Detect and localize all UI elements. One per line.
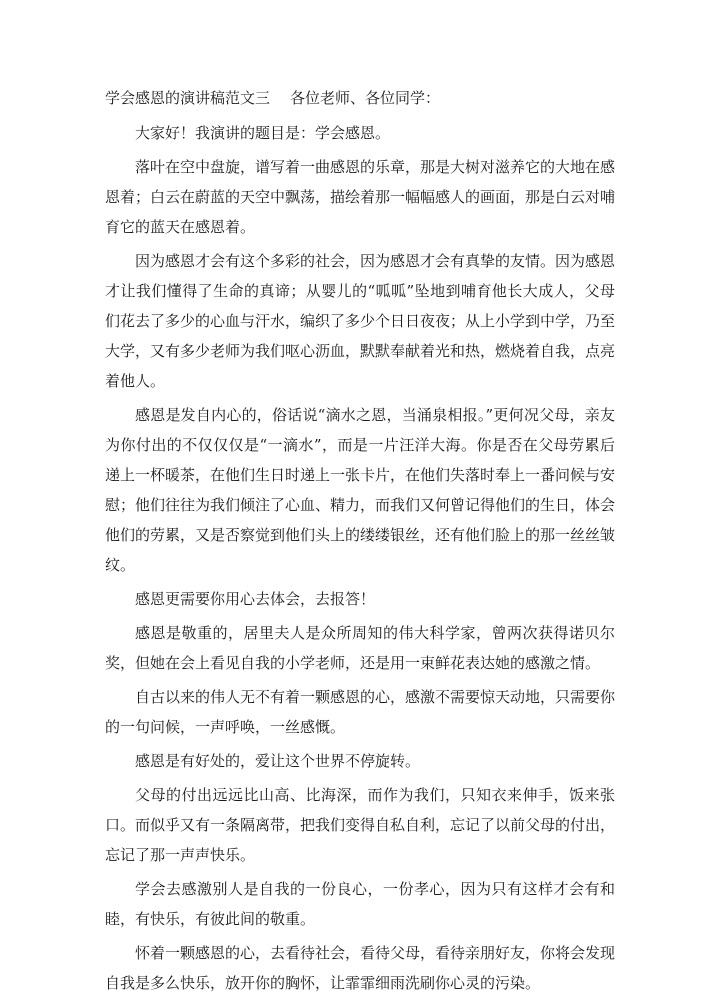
paragraph-4: 感恩是发自内心的，俗话说“滴水之恩，当涌泉相报。”更何况父母，亲友为你付出的不仅仅仅是“一滴水”，而是一片汪洋大海。你是否在父母劳累后递上一杯暖茶，在他们生日时递上一张卡片，在他们失落时奉上一番问候与安慰；他们往往为我们倾注了心血、精力，而我们又何曾记得他们的生日，体会他们的劳累，又是否察觉到他们头上的缕缕银丝，还有他们脸上的那一丝丝皱纹。 bbox=[105, 406, 616, 574]
paragraph-6: 感恩是敬重的，居里夫人是众所周知的伟大科学家，曾两次获得诺贝尔奖，但她在会上看见自我的小学老师，还是用一束鲜花表达她的感激之情。 bbox=[105, 624, 615, 672]
paragraph-7: 自古以来的伟人无不有着一颗感恩的心，感激不需要惊天动地，只需要你的一句问候，一声呼唤，一丝感慨。 bbox=[105, 688, 616, 736]
paragraph-11: 怀着一颗感恩的心，去看待社会，看待父母，看待亲朋好友，你将会发现自我是多么快乐，放开你的胸怀，让霏霏细雨洗刷你心灵的污染。 bbox=[105, 944, 616, 992]
header-line bbox=[105, 88, 440, 108]
document-title: 学会感恩的演讲稿范文三 bbox=[105, 89, 271, 107]
paragraph-3: 因为感恩才会有这个多彩的社会，因为感恩才会有真挚的友情。因为感恩才让我们懂得了生命的真谛；从婴儿的“呱呱”坠地到哺育他长大成人，父母们花去了多少的心血与汗水，编织了多少个日日夜夜；从上小学到中学，乃至大学，又有多少老师为我们呕心沥血，默默奉献着光和热，燃烧着自我，点亮着他人。 bbox=[105, 252, 616, 390]
greeting: 各位老师、各位同学： bbox=[290, 89, 441, 107]
document-body bbox=[105, 118, 615, 1002]
paragraph-9: 父母的付出远远比山高、比海深，而作为我们，只知衣来伸手，饭来张口。而似乎又有一条隔离带，把我们变得自私自利，忘记了以前父母的付出，忘记了那一声声快乐。 bbox=[105, 786, 616, 864]
paragraph-1: 大家好！我演讲的题目是：学会感恩。 bbox=[135, 124, 391, 142]
paragraph-2: 落叶在空中盘旋，谱写着一曲感恩的乐章，那是大树对滋养它的大地在感恩着；白云在蔚蓝的天空中飘荡，描绘着那一幅幅感人的画面，那是白云对哺育它的蓝天在感恩着。 bbox=[105, 158, 616, 236]
paragraph-5: 感恩更需要你用心去体会，去报答！ bbox=[135, 590, 376, 608]
paragraph-10: 学会去感激别人是自我的一份良心，一份孝心，因为只有这样才会有和睦，有快乐，有彼此间的敬重。 bbox=[105, 880, 615, 928]
paragraph-8: 感恩是有好处的，爱让这个世界不停旋转。 bbox=[135, 752, 421, 770]
